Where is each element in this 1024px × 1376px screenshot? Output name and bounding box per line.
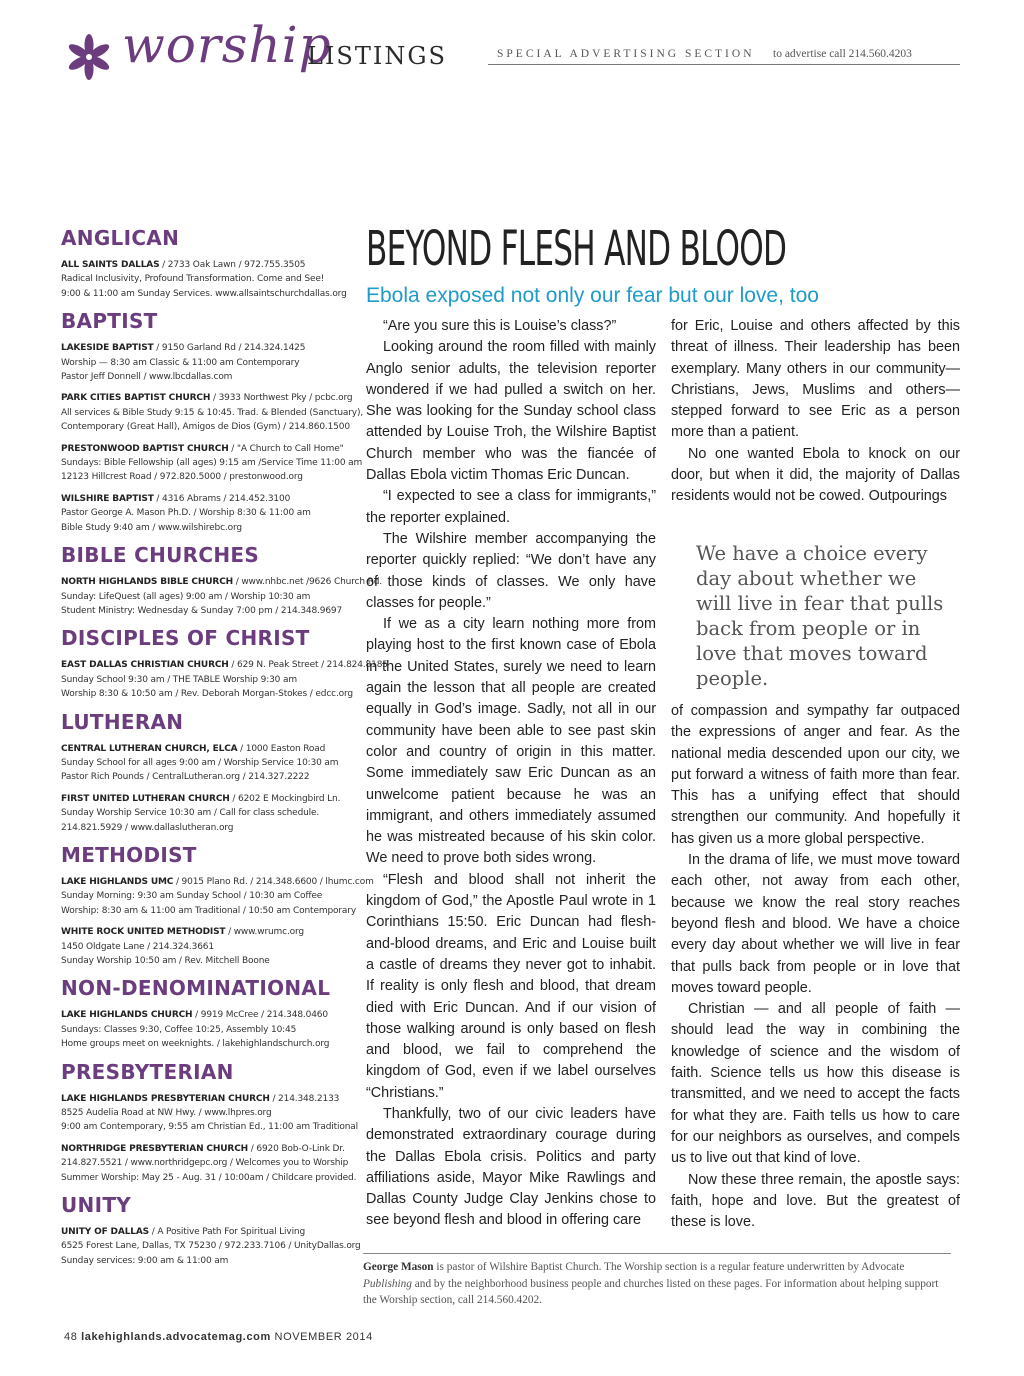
worship-listings-sidebar xyxy=(61,225,388,1275)
listing-line: / A Positive Path For Spiritual Living xyxy=(149,1227,306,1238)
church-name: NORTHRIDGE PRESBYTERIAN CHURCH xyxy=(61,1143,249,1154)
listing-line: Pastor Rich Pounds / CentralLutheran.org / 214.327.2222 xyxy=(61,772,310,783)
page-footer xyxy=(64,1331,373,1343)
section-subtitle: LISTINGS xyxy=(307,42,447,70)
category-heading: PRESBYTERIAN xyxy=(61,1059,234,1084)
listing-category-group xyxy=(61,975,356,1051)
bio-italic-word: Publishing xyxy=(363,1277,412,1290)
article-paragraph: No one wanted Ebola to knock on our door, but when it did, the majority of Dallas residents would not be cowed. Outpourings xyxy=(671,445,960,505)
bio-text: is pastor of Wilshire Baptist Church. The Worship section is a regular feature underwritten by Advocate xyxy=(433,1261,905,1273)
church-listing xyxy=(61,1092,356,1135)
listing-line: Summer Worship: May 25 - Aug. 31 / 10:00am / Childcare provided. xyxy=(61,1172,357,1183)
category-heading: UNITY xyxy=(61,1193,132,1218)
church-listing xyxy=(61,742,356,785)
listing-line: Bible Study 9:40 am / www.wilshirebc.org xyxy=(61,522,242,533)
church-listing xyxy=(61,442,363,485)
listing-line: Contemporary (Great Hall), Amigos de Dios (Gym) / 214.860.1500 xyxy=(61,422,350,433)
bio-divider xyxy=(363,1253,951,1254)
church-name: FIRST UNITED LUTHERAN CHURCH xyxy=(61,793,230,804)
section-title: worship xyxy=(122,16,332,74)
church-name: UNITY OF DALLAS xyxy=(61,1227,150,1238)
listing-line: / www.wrumc.org xyxy=(225,927,304,938)
listing-line: Sunday: LifeQuest (all ages) 9:00 am / Worship 10:30 am xyxy=(61,591,311,602)
article-paragraph: for Eric, Louise and others affected by this threat of illness. Their leadership has been exemplary. Many others in our community—Christians, Jews, Muslims and others—stepped forward to see Eric as a person more than a patient. xyxy=(671,318,960,441)
listing-category-group xyxy=(61,1059,356,1185)
church-listing xyxy=(61,492,356,535)
listing-line: Sunday Morning: 9:30 am Sunday School / 10:30 am Coffee xyxy=(61,891,323,902)
listing-line: Worship — 8:30 am Classic & 11:00 am Contemporary xyxy=(61,357,300,368)
church-listing xyxy=(61,792,356,835)
category-heading: LUTHERAN xyxy=(61,709,184,734)
listing-line: / 6202 E Mockingbird Ln. xyxy=(229,793,341,804)
church-name: LAKE HIGHLANDS UMC xyxy=(61,876,174,887)
article-paragraph: In the drama of life, we must move toward each other, not away from each other, because we know the real story reaches beyond flesh and blood. We have a choice every day about whether we will live in fear that pulls back from people or in love that moves toward people. xyxy=(671,852,960,996)
church-name: NORTH HIGHLANDS BIBLE CHURCH xyxy=(61,577,234,588)
listing-line: Sunday Worship 10:50 am / Rev. Mitchell Boone xyxy=(61,956,270,966)
listing-line: / "A Church to Call Home" xyxy=(228,443,344,454)
listing-line: Pastor Jeff Donnell / www.lbcdallas.com xyxy=(61,372,233,383)
article-paragraph: The Wilshire member accompanying the reporter quickly replied: “We don’t have any of those kinds of classes. We only have classes for people.” xyxy=(366,530,656,611)
listing-line: / 9919 McCree / 214.348.0460 xyxy=(192,1010,328,1021)
church-name: ALL SAINTS DALLAS xyxy=(61,260,160,270)
article-headline: BEYOND FLESH AND BLOOD xyxy=(366,221,787,277)
listing-category-group xyxy=(61,842,374,968)
listing-category-group xyxy=(61,625,388,701)
article-paragraph: “Are you sure this is Louise’s class?” xyxy=(383,318,617,334)
church-listing xyxy=(61,658,388,701)
footer-site: lakehighlands.advocatemag.com xyxy=(81,1331,271,1343)
listing-line: / 4316 Abrams / 214.452.3100 xyxy=(153,493,291,504)
category-heading: DISCIPLES OF CHRIST xyxy=(61,626,310,651)
listing-line: Sunday Worship Service 10:30 am / Call for class schedule. xyxy=(61,808,320,819)
listing-line: / 9150 Garland Rd / 214.324.1425 xyxy=(153,343,306,354)
church-name: WILSHIRE BAPTIST xyxy=(61,493,154,504)
church-name: LAKESIDE BAPTIST xyxy=(61,343,154,354)
listing-line: / 1000 Easton Road xyxy=(237,743,326,754)
listing-line: 9:00 am Contemporary, 9:55 am Christian Ed., 11:00 am Traditional xyxy=(61,1122,358,1133)
listing-line: 12123 Hillcrest Road / 972.820.5000 / prestonwood.org xyxy=(61,472,303,483)
church-name: WHITE ROCK UNITED METHODIST xyxy=(61,927,226,938)
article-paragraph: “Flesh and blood shall not inherit the kingdom of God,” the Apostle Paul wrote in 1 Corinthians 15:50. Eric Duncan had flesh-and-blood dreams, and Eric and Louise built a castle of dreams they never got to inhabit. If reality is only flesh and blood, that dream died with Eric Duncan. And if our vision of those walking around is only based on flesh and blood, we fail to comprehend the kingdom of God, even if we label ourselves “Christians.” xyxy=(366,871,656,1101)
category-heading: BAPTIST xyxy=(61,309,158,334)
page-number: 48 xyxy=(64,1331,78,1343)
listing-line: All services & Bible Study 9:15 & 10:45. Trad. & Blended (Sanctuary), xyxy=(61,407,364,418)
church-listing xyxy=(61,341,356,384)
church-name: EAST DALLAS CHRISTIAN CHURCH xyxy=(61,660,229,671)
article-paragraph: Christian — and all people of faith — should lead the way in combining the knowledge of science and the wisdom of faith. Science tells us how this disease is transmitted, and we need to accept the facts for what they are. Faith tells us how to care for our neighbors as ourselves, and compels us to live out that kind of love. xyxy=(671,1001,960,1167)
listing-line: / www.nhbc.net /9626 Church Rd. xyxy=(233,577,382,588)
category-heading: BIBLE CHURCHES xyxy=(61,543,260,568)
listing-line: Pastor George A. Mason Ph.D. / Worship 8:30 & 11:00 am xyxy=(61,508,311,519)
listing-line: 214.821.5929 / www.dallaslutheran.org xyxy=(61,822,234,833)
listing-line: / 6920 Bob-O-Link Dr. xyxy=(248,1143,345,1154)
listing-line: 6525 Forest Lane, Dallas, TX 75230 / 972.233.7106 / UnityDallas.org xyxy=(61,1241,361,1252)
listing-line: 8525 Audelia Road at NW Hwy. / www.lhpres.org xyxy=(61,1108,272,1119)
listing-line: 214.827.5521 / www.northridgepc.org / Welcomes you to Worship xyxy=(61,1158,349,1169)
article-column-2-bottom xyxy=(671,701,960,1233)
advertise-phone: to advertise call 214.560.4203 xyxy=(773,48,912,60)
article-column-1 xyxy=(366,316,656,1232)
author-bio xyxy=(363,1259,955,1309)
listing-category-group xyxy=(61,709,356,835)
church-listing xyxy=(61,1225,361,1268)
church-listing xyxy=(61,875,374,918)
church-name: LAKE HIGHLANDS CHURCH xyxy=(61,1010,193,1021)
article-paragraph: “I expected to see a class for immigrants,” the reporter explained. xyxy=(366,488,656,526)
article-column-2-top xyxy=(671,316,960,508)
listing-line: Radical Inclusivity, Profound Transformation. Come and See! xyxy=(61,274,325,285)
listing-line: Sunday services: 9:00 am & 11:00 am xyxy=(61,1255,229,1266)
listing-line: Sunday School for all ages 9:00 am / Worship Service 10:30 am xyxy=(61,757,339,768)
listing-line: / 9015 Plano Rd. / 214.348.6600 / lhumc.com xyxy=(173,876,374,887)
listing-line: Worship 8:30 & 10:50 am / Rev. Deborah Morgan-Stokes / edcc.org xyxy=(61,689,353,700)
header-divider xyxy=(488,64,960,65)
category-heading: NON-DENOMINATIONAL xyxy=(61,976,331,1001)
listing-line: / 3933 Northwest Pky / pcbc.org xyxy=(210,393,353,404)
listing-category-group xyxy=(61,308,364,535)
category-heading: ANGLICAN xyxy=(61,226,180,250)
special-advertising-label: SPECIAL ADVERTISING SECTION xyxy=(497,48,755,60)
listing-category-group xyxy=(61,225,356,301)
listing-line: Sundays: Bible Fellowship (all ages) 9:15 am /Service Time 11:00 am xyxy=(61,458,363,469)
church-name: PARK CITIES BAPTIST CHURCH xyxy=(61,393,211,404)
church-listing xyxy=(61,1142,356,1185)
listing-line: 9:00 & 11:00 am Sunday Services. www.allsaintschurchdallas.org xyxy=(61,288,347,299)
listing-line: / 2733 Oak Lawn / 972.755.3505 xyxy=(159,260,306,270)
listing-line: Worship: 8:30 am & 11:00 am Traditional / 10:50 am Contemporary xyxy=(61,905,357,916)
church-name: CENTRAL LUTHERAN CHURCH, ELCA xyxy=(61,743,238,754)
footer-issue: NOVEMBER 2014 xyxy=(274,1331,373,1343)
listing-line: Student Ministry: Wednesday & Sunday 7:00 pm / 214.348.9697 xyxy=(61,605,343,616)
church-listing xyxy=(61,925,356,968)
author-name: George Mason xyxy=(363,1261,434,1273)
bio-text-end: and by the neighborhood business people and churches listed on these pages. For information about helping support the Worship section, call 214.560.4202. xyxy=(363,1277,939,1306)
listing-category-group xyxy=(61,542,382,618)
article-paragraph: Now these three remain, the apostle says: faith, hope and love. But the greatest of these is love. xyxy=(671,1171,960,1231)
listing-line: Sunday School 9:30 am / THE TABLE Worship 9:30 am xyxy=(61,674,297,685)
listing-line: Home groups meet on weeknights. / lakehighlandschurch.org xyxy=(61,1039,330,1050)
article-paragraph: of compassion and sympathy far outpaced the expressions of anger and fear. As the national media descended upon our city, we put forward a witness of faith more than fear. This has a unifying effect that should strengthen our community. And hopefully it has given us a more global perspective. xyxy=(671,703,960,847)
pull-quote: We have a choice every day about whether we will live in fear that pulls back from people or in love that moves toward people. xyxy=(696,542,944,690)
church-listing xyxy=(61,1008,356,1051)
flower-logo-icon xyxy=(64,32,114,82)
church-listing xyxy=(61,391,364,434)
listing-line: Sundays: Classes 9:30, Coffee 10:25, Assembly 10:45 xyxy=(61,1024,297,1035)
church-listing xyxy=(61,258,356,301)
article-subhead: Ebola exposed not only our fear but our love, too xyxy=(366,284,819,307)
listing-line: / 629 N. Peak Street / 214.824.8185 xyxy=(228,660,388,671)
category-heading: METHODIST xyxy=(61,842,197,867)
listing-category-group xyxy=(61,1192,361,1268)
church-name: LAKE HIGHLANDS PRESBYTERIAN CHURCH xyxy=(61,1093,270,1104)
article-paragraph: Looking around the room filled with mainly Anglo senior adults, the television reporter wondered if we had pulled a switch on her. She was looking for the Sunday school class attended by Louise Troh, the Wilshire Baptist Church member who was the fiancée of Dallas Ebola victim Thomas Eric Duncan. xyxy=(366,339,656,484)
article-paragraph: Thankfully, two of our civic leaders have demonstrated extraordinary courage during the Dallas Ebola crisis. Politics and party affiliations aside, Mayor Mike Rawlings and Dallas County Judge Clay Jenkins chose to see beyond flesh and blood in offering care xyxy=(366,1105,656,1229)
article-paragraph: If we as a city learn nothing more from playing host to the first known case of Ebola in the United States, surely we need to learn again the lesson that all people are created equally in God’s image. Sadly, not all in our community have been able to see past skin color and country of origin in this matter. Some immediately saw Eric Duncan as an unwelcome patient because he was an immigrant, and others immediately assumed he was mistreated because of his skin color. We need to prove both sides wrong. xyxy=(366,616,656,867)
listing-line: / 214.348.2133 xyxy=(269,1093,340,1104)
listing-line: 1450 Oldgate Lane / 214.324.3661 xyxy=(61,941,214,952)
church-name: PRESTONWOOD BAPTIST CHURCH xyxy=(61,443,229,454)
church-listing xyxy=(61,575,382,618)
